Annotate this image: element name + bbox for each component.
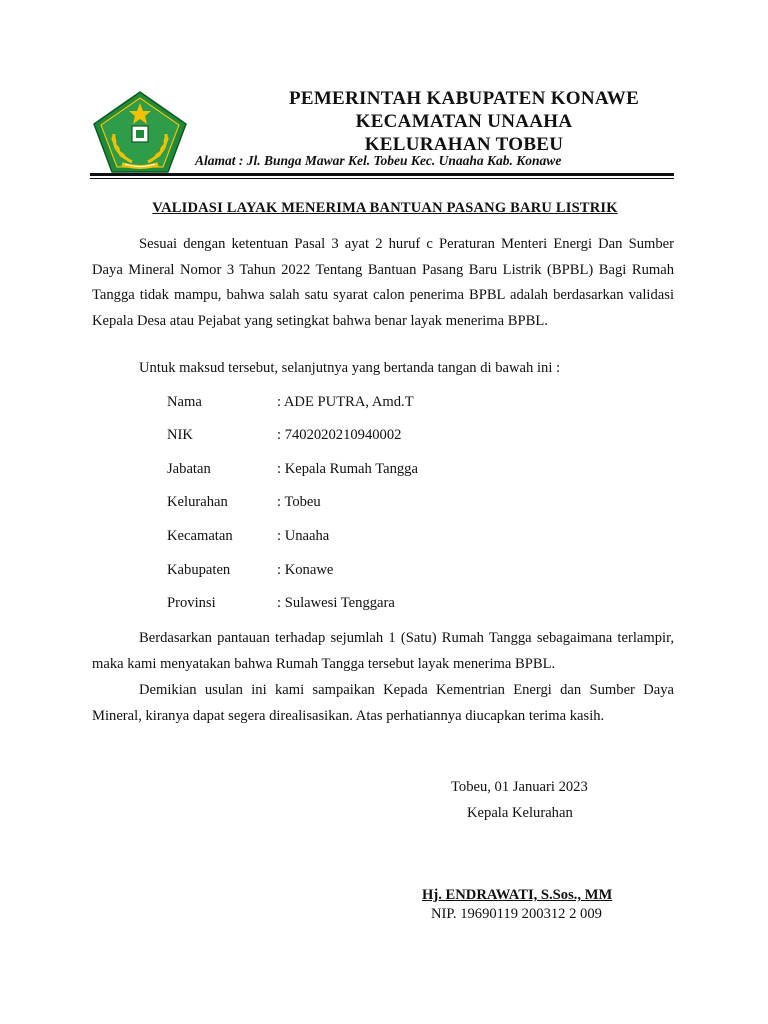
signatory-name: Hj. ENDRAWATI, S.Sos., MM xyxy=(422,887,613,903)
letterhead-government: PEMERINTAH KABUPATEN KONAWE xyxy=(288,88,640,109)
field-value: : Sulawesi Tenggara xyxy=(277,595,395,611)
field-value: : Unaaha xyxy=(277,528,330,544)
signature-place-date: Tobeu, 01 Januari 2023 xyxy=(451,779,588,795)
letterhead-district: KECAMATAN UNAAHA xyxy=(355,111,573,132)
field-label: Jabatan xyxy=(167,461,211,477)
field-label: Provinsi xyxy=(167,595,216,611)
letterhead-rule-thick xyxy=(90,173,674,176)
field-value: : ADE PUTRA, Amd.T xyxy=(277,394,414,410)
field-label: Kecamatan xyxy=(167,528,233,544)
field-value: : Tobeu xyxy=(277,494,321,510)
paragraph-closing: Demikian usulan ini kami sampaikan Kepada Kementrian Energi dan Sumber Daya Mineral, kiranya dapat segera direalisasikan. Atas perhatiannya diucapkan terima kasih. xyxy=(92,682,674,724)
document-title: VALIDASI LAYAK MENERIMA BANTUAN PASANG BARU LISTRIK xyxy=(152,200,618,216)
field-value: : Konawe xyxy=(277,562,334,578)
field-label: NIK xyxy=(167,427,193,443)
paragraph-observation: Berdasarkan pantauan terhadap sejumlah 1 (Satu) Rumah Tangga sebagaimana terlampir, maka kami menyatakan bahwa Rumah Tangga tersebut layak menerima BPBL. xyxy=(92,630,674,672)
field-label: Nama xyxy=(167,394,202,410)
letterhead-rule-thin xyxy=(90,178,674,179)
signatory-nip: NIP. 19690119 200312 2 009 xyxy=(431,906,602,922)
signature-position: Kepala Kelurahan xyxy=(467,805,573,821)
field-label: Kabupaten xyxy=(167,562,231,578)
paragraph-undersigned-intro: Untuk maksud tersebut, selanjutnya yang bertanda tangan di bawah ini : xyxy=(139,360,561,376)
letterhead-address: Alamat : Jl. Bunga Mawar Kel. Tobeu Kec. Unaaha Kab. Konawe xyxy=(195,153,562,168)
field-label: Kelurahan xyxy=(167,494,228,510)
field-value: : 7402020210940002 xyxy=(277,427,402,443)
letterhead-village: KELURAHAN TOBEU xyxy=(364,134,564,155)
field-value: : Kepala Rumah Tangga xyxy=(277,461,418,477)
paragraph-regulation: Sesuai dengan ketentuan Pasal 3 ayat 2 huruf c Peraturan Menteri Energi Dan Sumber Daya Mineral Nomor 3 Tahun 2022 Tentang Bantuan Pasang Baru Listrik (BPBL) Bagi Rumah Tangga tidak mampu, bahwa salah satu syarat calon penerima BPBL adalah berdasarkan validasi Kepala Desa atau Pejabat yang setingkat bahwa benar layak menerima BPBL. xyxy=(92,236,674,329)
